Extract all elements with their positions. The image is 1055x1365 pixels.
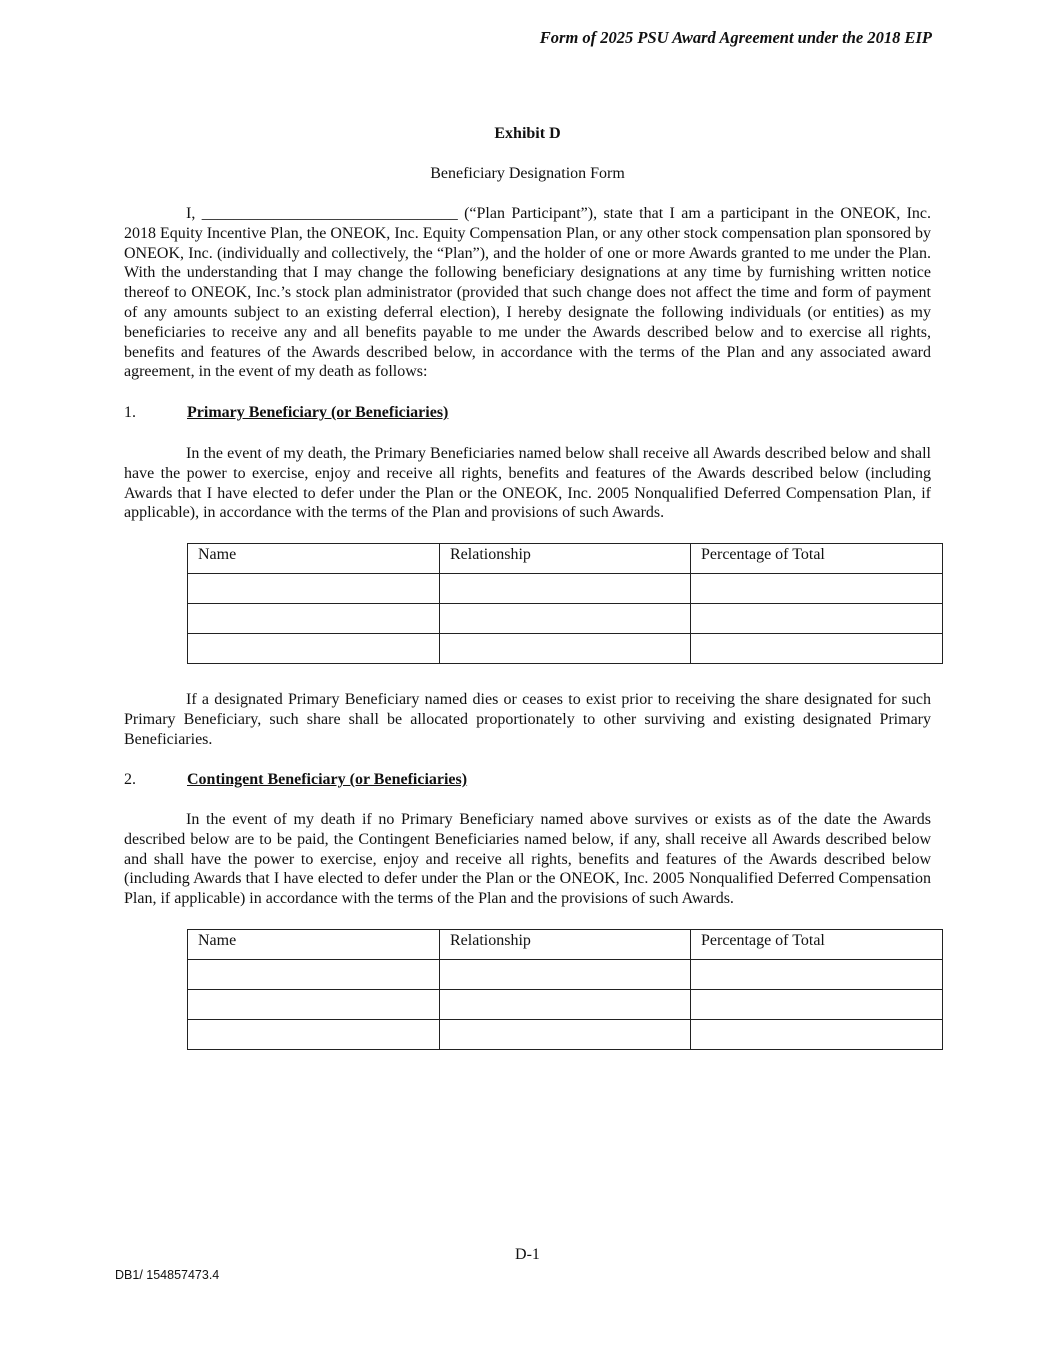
section-1-paragraph [124,444,931,523]
column-header-relationship: Relationship [440,544,691,574]
contingent-beneficiary-table [187,929,943,1050]
name-cell[interactable] [188,604,440,634]
name-cell[interactable] [188,960,440,990]
column-header-percentage: Percentage of Total [691,544,943,574]
section-2-number: 2. [124,771,136,788]
table-header-row [188,544,943,574]
percentage-cell[interactable] [691,574,943,604]
primary-beneficiary-table [187,543,943,664]
section-1-after-paragraph [124,690,931,749]
section-2-paragraph [124,810,931,909]
table-row [188,960,943,990]
percentage-cell[interactable] [691,960,943,990]
document-id: DB1/ 154857473.4 [115,1268,220,1282]
table-row [188,574,943,604]
section-2-title: Contingent Beneficiary (or Beneficiaries) [187,771,468,788]
form-header: Form of 2025 PSU Award Agreement under the 2018 EIP [539,28,932,47]
relationship-cell[interactable] [440,990,691,1020]
table-row [188,604,943,634]
section-1-after-text: If a designated Primary Beneficiary named dies or ceases to exist prior to receiving the share designated for such Primary Beneficiary, such share shall be allocated proportionately to other surviving and existing designated Primary Beneficiaries. [124,691,931,748]
name-cell[interactable] [188,1020,440,1050]
relationship-cell[interactable] [440,1020,691,1050]
percentage-cell[interactable] [691,1020,943,1050]
intro-text: I, ________________________________ (“Plan Participant”), state that I am a participant in the ONEOK, Inc. 2018 Equity Incentive Plan, the ONEOK, Inc. Equity Compensation Plan, or any other stock compensation plan sponsored by ONEOK, Inc. (individually and collectively, the “Plan”), and the holder of one or more Awards granted to me under the Plan. With the understanding that I may change the following beneficiary designations at any time by furnishing written notice thereof to ONEOK, Inc.’s stock plan administrator (provided that such change does not affect the time and form of payment of any amounts subject to an existing deferral election), I hereby designate the following individuals (or entities) as my beneficiaries to receive any and all benefits payable to me under the Awards described below and to exercise all rights, benefits and features of the Awards described below, in accordance with the terms of the Plan and any associated award agreement, in the event of my death as follows: [124,205,931,381]
name-cell[interactable] [188,990,440,1020]
relationship-cell[interactable] [440,574,691,604]
table-row [188,1020,943,1050]
table-row [188,990,943,1020]
form-subtitle: Beneficiary Designation Form [430,165,625,182]
name-cell[interactable] [188,574,440,604]
section-1-number: 1. [124,404,136,421]
intro-paragraph [124,204,931,382]
relationship-cell[interactable] [440,960,691,990]
relationship-cell[interactable] [440,634,691,664]
column-header-name: Name [188,544,440,574]
column-header-relationship: Relationship [440,930,691,960]
column-header-percentage: Percentage of Total [691,930,943,960]
section-2-body: In the event of my death if no Primary Beneficiary named above survives or exists as of the date the Awards described below are to be paid, the Contingent Beneficiaries named below, if any, shall receive all Awards described below and shall have the power to exercise, enjoy and receive all rights, benefits and features of the Awards described below (including Awards that I have elected to defer under the Plan or the ONEOK, Inc. 2005 Nonqualified Deferred Compensation Plan, if applicable) in accordance with the terms of the Plan and the provisions of such Awards. [124,811,931,908]
section-1-title: Primary Beneficiary (or Beneficiaries) [187,404,449,421]
page-number: D-1 [515,1246,540,1263]
percentage-cell[interactable] [691,990,943,1020]
section-1-body: In the event of my death, the Primary Beneficiaries named below shall receive all Awards described below and shall have the power to exercise, enjoy and receive all rights, benefits and features of the Awards described below (including Awards that I have elected to defer under the Plan or the ONEOK, Inc. 2005 Nonqualified Deferred Compensation Plan, if applicable), in accordance with the terms of the Plan and provisions of such Awards. [124,445,931,522]
table-row [188,634,943,664]
relationship-cell[interactable] [440,604,691,634]
table-header-row [188,930,943,960]
percentage-cell[interactable] [691,604,943,634]
column-header-name: Name [188,930,440,960]
percentage-cell[interactable] [691,634,943,664]
name-cell[interactable] [188,634,440,664]
exhibit-title: Exhibit D [494,125,561,142]
